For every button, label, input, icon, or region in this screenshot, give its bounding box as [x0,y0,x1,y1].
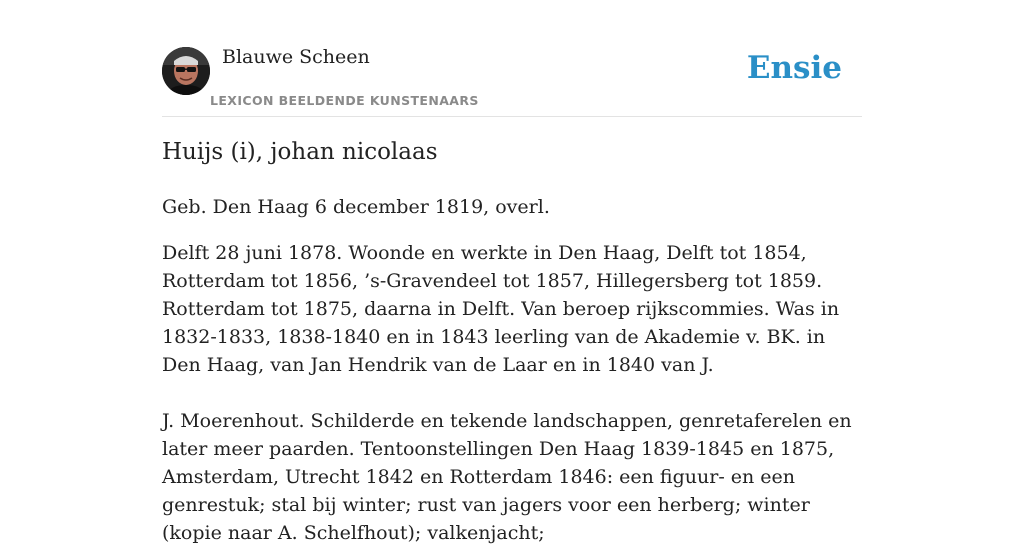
brand-logo[interactable]: Ensie [746,50,842,86]
source-label[interactable]: LEXICON BEELDENDE KUNSTENAARS [210,93,479,108]
article-header [162,0,862,117]
article-body [162,239,862,547]
article-page [162,0,862,544]
article-title: Huijs (i), johan nicolaas [162,139,438,165]
article-paragraph: J. Moerenhout. Schilderde en tekende landschappen, genretaferelen en later meer paarden. Tentoonstellingen Den Haag 1839-1845 en 1875, Amsterdam, Utrecht 1842 en Rotterdam 1846: een figuur- en een genrestuk; stal bij winter; rust van jagers voor een herberg; winter (kopie naar A. Schelfhout); valkenjacht; [162,410,852,544]
article-intro: Geb. Den Haag 6 december 1819, overl. [162,196,550,218]
article-paragraph: Delft 28 juni 1878. Woonde en werkte in Den Haag, Delft tot 1854, Rotterdam tot 1856, ’s-Gravendeel tot 1857, Hillegersberg tot 1859. Rotterdam tot 1875, daarna in Delft. Van beroep rijkscommies. Was in 1832-1833, 1838-1840 en in 1843 leerling van de Akademie v. BK. in Den Haag, van Jan Hendrik van de Laar en in 1840 van J. [162,242,840,376]
paragraph-gap [162,379,862,407]
author-avatar[interactable] [162,47,210,95]
avatar-photo-icon [162,47,210,95]
author-name[interactable]: Blauwe Scheen [222,46,370,68]
